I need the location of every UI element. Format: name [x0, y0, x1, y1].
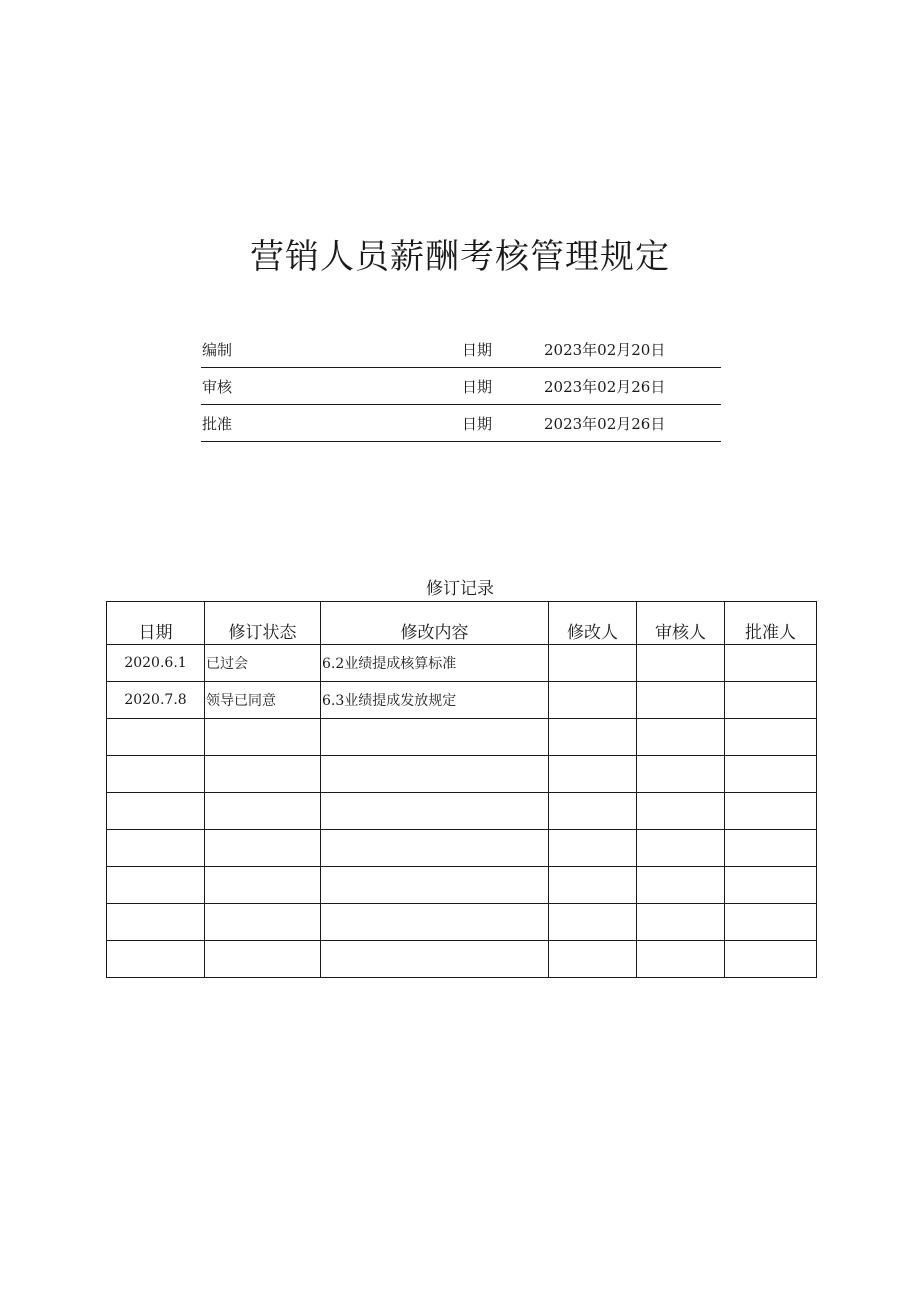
- header-modifier: 修改人: [549, 602, 637, 645]
- approval-date-label: 日期: [462, 368, 544, 405]
- document-title: 营销人员薪酬考核管理规定: [250, 236, 670, 277]
- cell-change-content: [321, 756, 549, 793]
- revision-record-body: [107, 645, 817, 978]
- cell-reviewer: [637, 682, 725, 719]
- cell-reviewer: [637, 793, 725, 830]
- cell-approver: [725, 941, 817, 978]
- cell-reviewer: [637, 904, 725, 941]
- approval-date: 2023年02月20日: [544, 331, 721, 368]
- header-change-content: 修改内容: [321, 602, 549, 645]
- table-row: [107, 682, 817, 719]
- approval-date-label: 日期: [462, 405, 544, 442]
- approval-role: 审核: [201, 368, 462, 405]
- approval-row-approve: [201, 405, 721, 442]
- cell-change-content: [321, 793, 549, 830]
- cell-modifier: [549, 756, 637, 793]
- table-row: [107, 793, 817, 830]
- cell-reviewer: [637, 941, 725, 978]
- header-reviewer: 审核人: [637, 602, 725, 645]
- table-row: [107, 719, 817, 756]
- approval-date: 2023年02月26日: [544, 405, 721, 442]
- approval-date-label: 日期: [462, 331, 544, 368]
- cell-revision-status: 已过会: [205, 645, 321, 682]
- cell-approver: [725, 645, 817, 682]
- cell-reviewer: [637, 756, 725, 793]
- cell-modifier: [549, 904, 637, 941]
- cell-reviewer: [637, 645, 725, 682]
- approval-table: [201, 331, 721, 442]
- cell-date: [107, 756, 205, 793]
- header-approver: 批准人: [725, 602, 817, 645]
- cell-change-content: [321, 867, 549, 904]
- cell-date: [107, 867, 205, 904]
- cell-revision-status: [205, 941, 321, 978]
- cell-approver: [725, 682, 817, 719]
- table-row: [107, 867, 817, 904]
- cell-change-content: 6.3业绩提成发放规定: [321, 682, 549, 719]
- cell-date: [107, 904, 205, 941]
- cell-change-content: [321, 719, 549, 756]
- cell-revision-status: [205, 793, 321, 830]
- cell-approver: [725, 904, 817, 941]
- cell-modifier: [549, 645, 637, 682]
- table-row: [107, 830, 817, 867]
- cell-modifier: [549, 682, 637, 719]
- cell-modifier: [549, 830, 637, 867]
- cell-approver: [725, 867, 817, 904]
- cell-modifier: [549, 719, 637, 756]
- cell-revision-status: [205, 756, 321, 793]
- cell-date: [107, 941, 205, 978]
- cell-date: 2020.7.8: [107, 682, 205, 719]
- cell-modifier: [549, 793, 637, 830]
- approval-role: 批准: [201, 405, 462, 442]
- approval-row-compile: [201, 331, 721, 368]
- header-revision-status: 修订状态: [205, 602, 321, 645]
- revision-record-caption: 修订记录: [426, 579, 494, 599]
- cell-revision-status: [205, 904, 321, 941]
- cell-revision-status: [205, 830, 321, 867]
- revision-header-row: [107, 602, 817, 645]
- cell-date: [107, 793, 205, 830]
- cell-change-content: [321, 904, 549, 941]
- table-row: [107, 756, 817, 793]
- cell-approver: [725, 719, 817, 756]
- cell-revision-status: [205, 867, 321, 904]
- cell-approver: [725, 830, 817, 867]
- cell-change-content: [321, 941, 549, 978]
- table-row: [107, 904, 817, 941]
- revision-record-table: [106, 601, 817, 978]
- cell-modifier: [549, 941, 637, 978]
- header-date: 日期: [107, 602, 205, 645]
- approval-row-review: [201, 368, 721, 405]
- approval-role: 编制: [201, 331, 462, 368]
- cell-approver: [725, 756, 817, 793]
- table-row: [107, 941, 817, 978]
- cell-change-content: 6.2业绩提成核算标准: [321, 645, 549, 682]
- approval-date: 2023年02月26日: [544, 368, 721, 405]
- cell-reviewer: [637, 830, 725, 867]
- cell-reviewer: [637, 867, 725, 904]
- cell-date: [107, 830, 205, 867]
- cell-date: 2020.6.1: [107, 645, 205, 682]
- cell-revision-status: 领导已同意: [205, 682, 321, 719]
- cell-approver: [725, 793, 817, 830]
- cell-date: [107, 719, 205, 756]
- cell-reviewer: [637, 719, 725, 756]
- cell-revision-status: [205, 719, 321, 756]
- cell-change-content: [321, 830, 549, 867]
- table-row: [107, 645, 817, 682]
- cell-modifier: [549, 867, 637, 904]
